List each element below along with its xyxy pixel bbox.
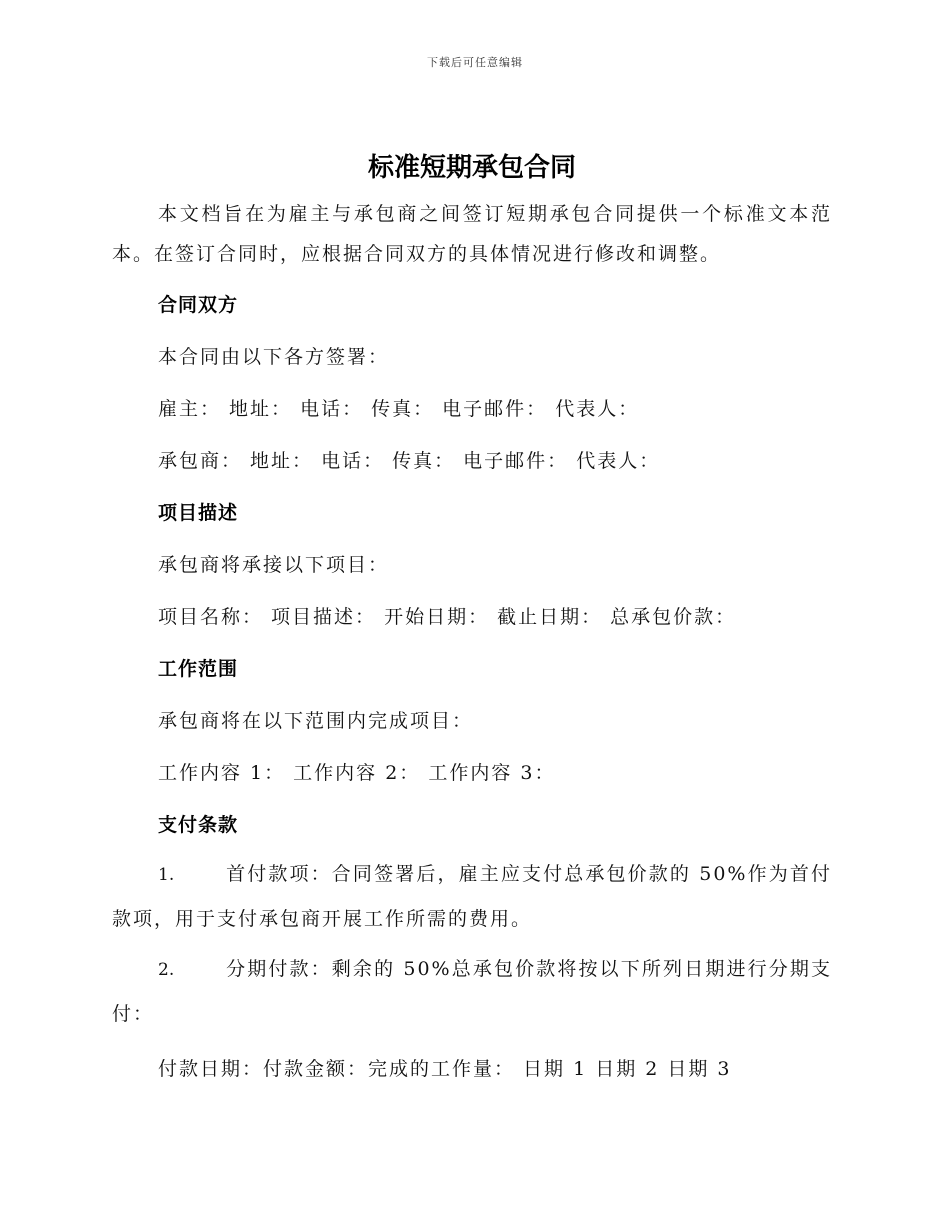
payment-item-number: 2. (158, 960, 175, 980)
parties-lead: 本合同由以下各方签署： (158, 346, 390, 368)
section-heading-scope: 工作范围 (158, 658, 239, 680)
scope-lead: 承包商将在以下范围内完成项目： (158, 710, 474, 732)
document-title: 标准短期承包合同 (367, 153, 576, 183)
header-note: 下载后可任意编辑 (427, 56, 523, 69)
intro-paragraph: 本文档旨在为雇主与承包商之间签订短期承包合同提供一个标准文本范本。在签订合同时，应根据合同双方的具体情况进行修改和调整。 (112, 203, 832, 265)
payment-schedule: 付款日期：付款金额：完成的工作量： 日期 1 日期 2 日期 3 (158, 1058, 732, 1080)
payment-item-text: 首付款项：合同签署后，雇主应支付总承包价款的 50%作为首付款项，用于支付承包商开展工作所需的费用。 (112, 863, 832, 930)
project-fields: 项目名称： 项目描述： 开始日期： 截止日期： 总承包价款： (158, 606, 737, 628)
project-lead: 承包商将承接以下项目： (158, 554, 390, 576)
document-body (112, 148, 832, 1082)
section-heading-parties: 合同双方 (158, 294, 239, 316)
contractor-fields: 承包商： 地址： 电话： 传真： 电子邮件： 代表人： (158, 450, 661, 472)
payment-item-number: 1. (158, 865, 175, 885)
section-heading-payment: 支付条款 (158, 814, 239, 836)
scope-items: 工作内容 1： 工作内容 2： 工作内容 3： (158, 762, 556, 784)
section-heading-project: 项目描述 (158, 502, 239, 524)
employer-fields: 雇主： 地址： 电话： 传真： 电子邮件： 代表人： (158, 398, 640, 420)
payment-item (112, 947, 832, 1036)
payment-item (112, 852, 832, 941)
payment-item-text: 分期付款：剩余的 50%总承包价款将按以下所列日期进行分期支付： (112, 958, 832, 1025)
